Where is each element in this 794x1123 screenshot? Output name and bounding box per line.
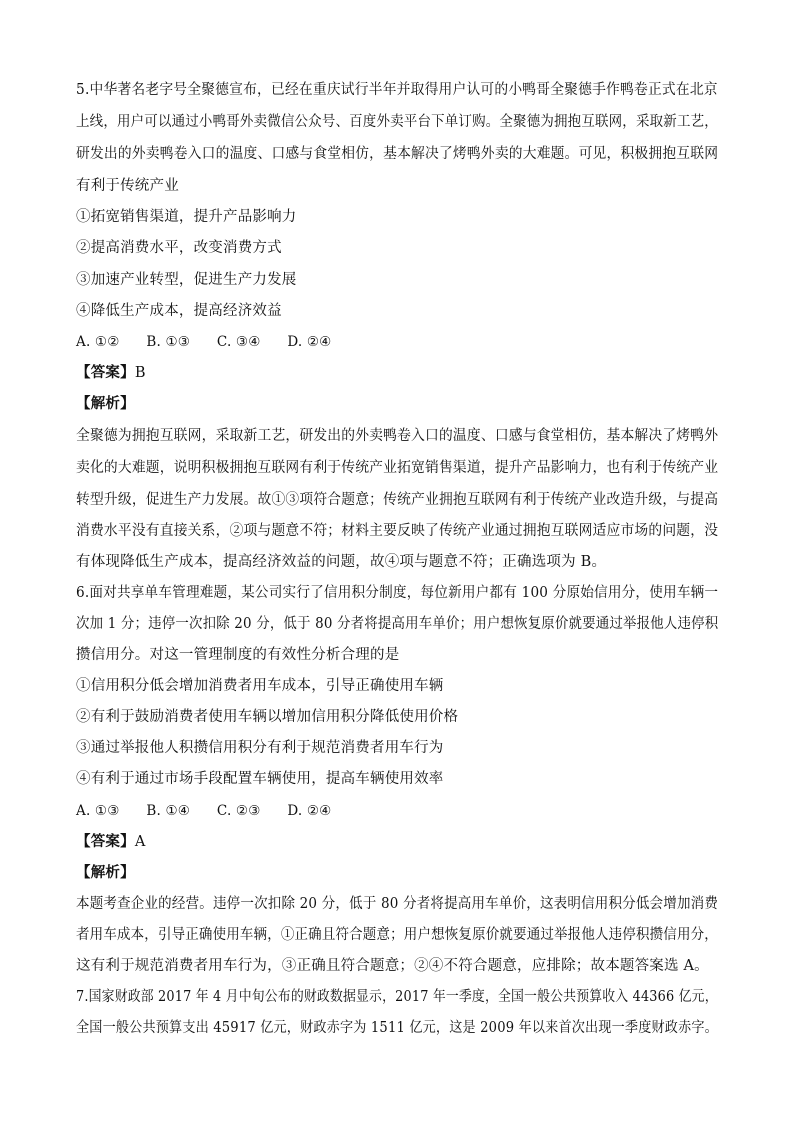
q5-option-a: A. ①② [76, 334, 120, 350]
q6-item-1: ①信用积分低会增加消费者用车成本，引导正确使用车辆 [76, 678, 444, 694]
q6-option-b: B. ①④ [146, 803, 191, 819]
answer-value: B [134, 365, 146, 381]
q6-analysis-line: 本题考查企业的经营。违停一次扣除 20 分，低于 80 分者将提高用车单价，这表明信用积分低会增加消费 [76, 896, 719, 912]
q6-answer [76, 832, 145, 852]
q6-stem-line: 次加 1 分；违停一次扣除 20 分，低于 80 分者将提高用车单价；用户想恢复原价就要通过举报他人违停积 [76, 616, 719, 632]
q5-option-d: D. ②④ [287, 334, 332, 350]
q5-item-1: ①拓宽销售渠道，提升产品影响力 [76, 209, 297, 225]
q6-options [76, 801, 353, 821]
q6-item-3: ③通过举报他人积攒信用积分有利于规范消费者用车行为 [76, 740, 444, 756]
q5-answer [76, 363, 146, 383]
q5-item-4: ④降低生产成本，提高经济效益 [76, 303, 282, 319]
q5-stem-line: 研发出的外卖鸭卷入口的温度、口感与食堂相仿，基本解决了烤鸭外卖的大难题。可见，积极拥抱互联网 [76, 146, 719, 162]
q6-analysis-line: 这有利于规范消费者用车行为，③正确且符合题意；②④不符合题意，应排除；故本题答案选 A。 [76, 958, 709, 974]
q5-option-c: C. ③④ [216, 334, 261, 350]
q6-analysis-label: 【解析】 [76, 864, 135, 881]
q5-stem-line: 5.中华著名老字号全聚德宣布，已经在重庆试行半年并取得用户认可的小鸭哥全聚德手作鸭卷正式在北京 [76, 82, 718, 98]
q5-stem-line: 上线，用户可以通过小鸭哥外卖微信公众号、百度外卖平台下单订购。全聚德为拥抱互联网，采取新工艺， [76, 114, 718, 130]
q6-stem-line: 攒信用分。对这一管理制度的有效性分析合理的是 [76, 647, 400, 663]
q6-item-4: ④有利于通过市场手段配置车辆使用，提高车辆使用效率 [76, 771, 444, 787]
q5-analysis-line: 卖化的大难题，说明积极拥抱互联网有利于传统产业拓宽销售渠道，提升产品影响力，也有利于传统产业 [76, 460, 719, 476]
q5-item-3: ③加速产业转型，促进生产力发展 [76, 272, 297, 288]
q5-item-2: ②提高消费水平，改变消费方式 [76, 240, 282, 256]
q6-option-d: D. ②④ [287, 803, 332, 819]
q5-analysis-line: 转型升级，促进生产力发展。故①③项符合题意；传统产业拥抱互联网有利于传统产业改造升级，与提高 [76, 492, 719, 508]
q5-analysis-line: 消费水平没有直接关系，②项与题意不符；材料主要反映了传统产业通过拥抱互联网适应市场的问题，没 [76, 523, 719, 539]
answer-label: 【答案】 [76, 833, 135, 850]
q7-stem-line: 7.国家财政部 2017 年 4 月中旬公布的财政数据显示，2017 年一季度，全国一般公共预算收入 44366 亿元， [76, 989, 718, 1005]
q6-option-a: A. ①③ [76, 803, 120, 819]
q5-option-b: B. ①③ [146, 334, 191, 350]
q6-analysis-line: 者用车成本，引导正确使用车辆，①正确且符合题意；用户想恢复原价就要通过举报他人违停积攒信用分， [76, 927, 718, 943]
q7-stem-line: 全国一般公共预算支出 45917 亿元，财政赤字为 1511 亿元，这是 2009 年以来首次出现一季度财政赤字。 [76, 1020, 718, 1036]
q6-option-c: C. ②③ [216, 803, 261, 819]
q5-analysis-line: 全聚德为拥抱互联网，采取新工艺，研发出的外卖鸭卷入口的温度、口感与食堂相仿，基本解决了烤鸭外 [76, 428, 719, 444]
answer-value: A [134, 834, 146, 850]
q5-analysis-line: 有体现降低生产成本，提高经济效益的问题，故④项与题意不符；正确选项为 B。 [76, 554, 607, 570]
q5-stem-line: 有利于传统产业 [76, 178, 179, 194]
q5-analysis-label: 【解析】 [76, 395, 135, 412]
q6-item-2: ②有利于鼓励消费者使用车辆以增加信用积分降低使用价格 [76, 709, 459, 725]
answer-label: 【答案】 [76, 364, 135, 381]
q5-options [76, 332, 353, 352]
q6-stem-line: 6.面对共享单车管理难题，某公司实行了信用积分制度，每位新用户都有 100 分原始信用分，使用车辆一 [76, 585, 719, 601]
